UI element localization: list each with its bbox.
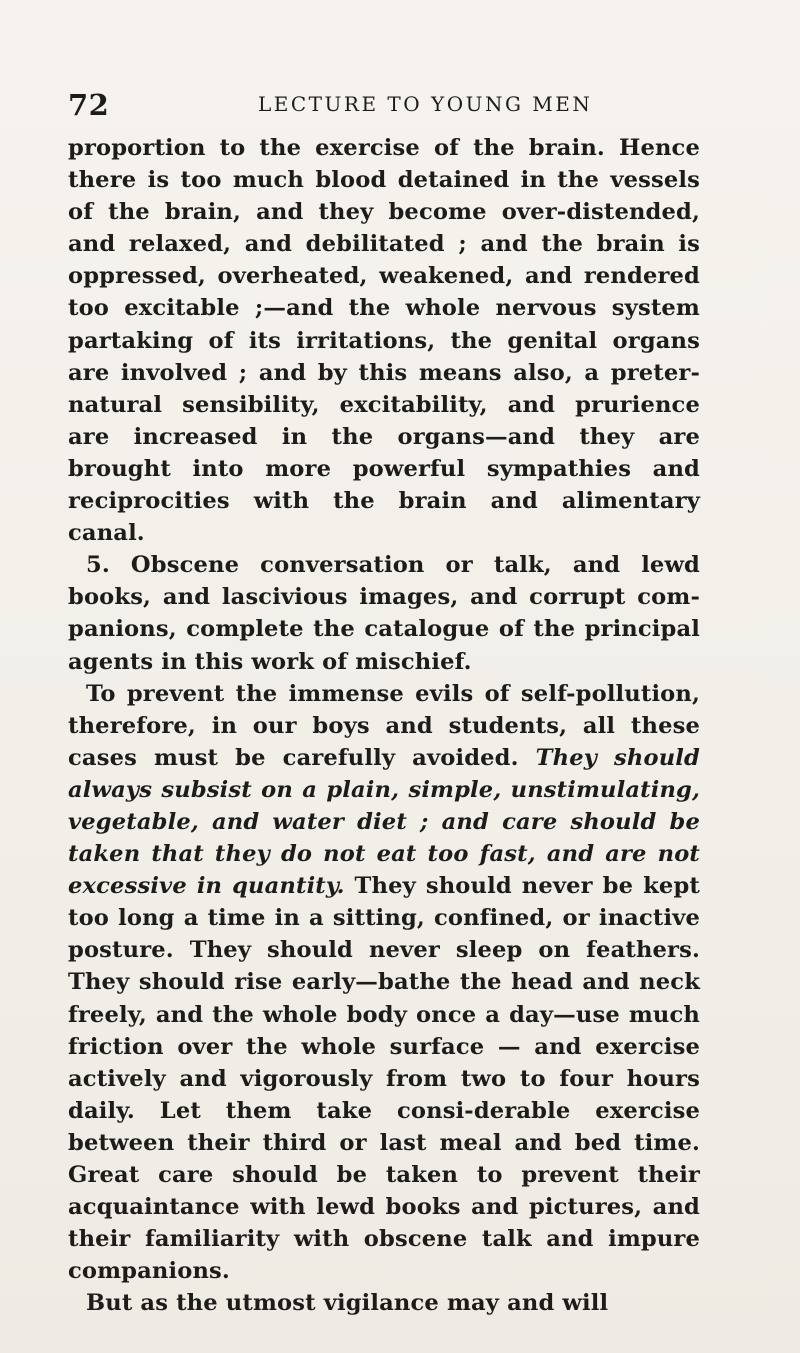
paragraph-4: But as the utmost vigilance may and will — [86, 1290, 609, 1317]
running-head: LECTURE TO YOUNG MEN — [258, 92, 593, 116]
paragraph-3-italic: They should always subsist on a plain, simple, unstimulating, vegetable, and water diet ; and care should be taken that they do not eat too fast, and are not excessive in quantity. — [68, 744, 700, 900]
page-header — [68, 88, 708, 122]
page-number: 72 — [68, 88, 110, 122]
paragraph-1: proportion to the exercise of the brain. Hence there is too much blood detained in the vessels of the brain, and they become over-distended, and relaxed, and debilitated ; and the brain is oppressed, overheated, weakened, and rendered too excitable ;—and the whole nervous system partaking of its irritations, the genital organs are involved ; and by this means also, a preter-natural sensibility, excitability, and prurience are increased in the organs—and they are brought into more powerful sympathies and reciprocities with the brain and alimentary canal. — [68, 135, 700, 547]
paragraph-3-end: They should never be kept too long a time in a sitting, confined, or inactive posture. They should never sleep on feathers. They should rise early—bathe the head and neck freely, and the whole body once a day—use much friction over the whole surface — and exercise actively and vigorously from two to four hours daily. Let them take consi-derable exercise between their third or last meal and bed time. Great care should be taken to prevent their acquaintance with lewd books and pictures, and their familiarity with obscene talk and impure companions. — [68, 873, 700, 1285]
paragraph-2: 5. Obscene conversation or talk, and lewd books, and lascivious images, and corrupt com-panions, complete the catalogue of the principal agents in this work of mischief. — [68, 552, 700, 675]
body-text — [68, 132, 700, 1319]
paragraph-3-start: To prevent the immense evils of self-pollution, therefore, in our boys and students, all these cases must be carefully avoided. — [68, 680, 700, 771]
paragraph-3 — [68, 678, 700, 1288]
